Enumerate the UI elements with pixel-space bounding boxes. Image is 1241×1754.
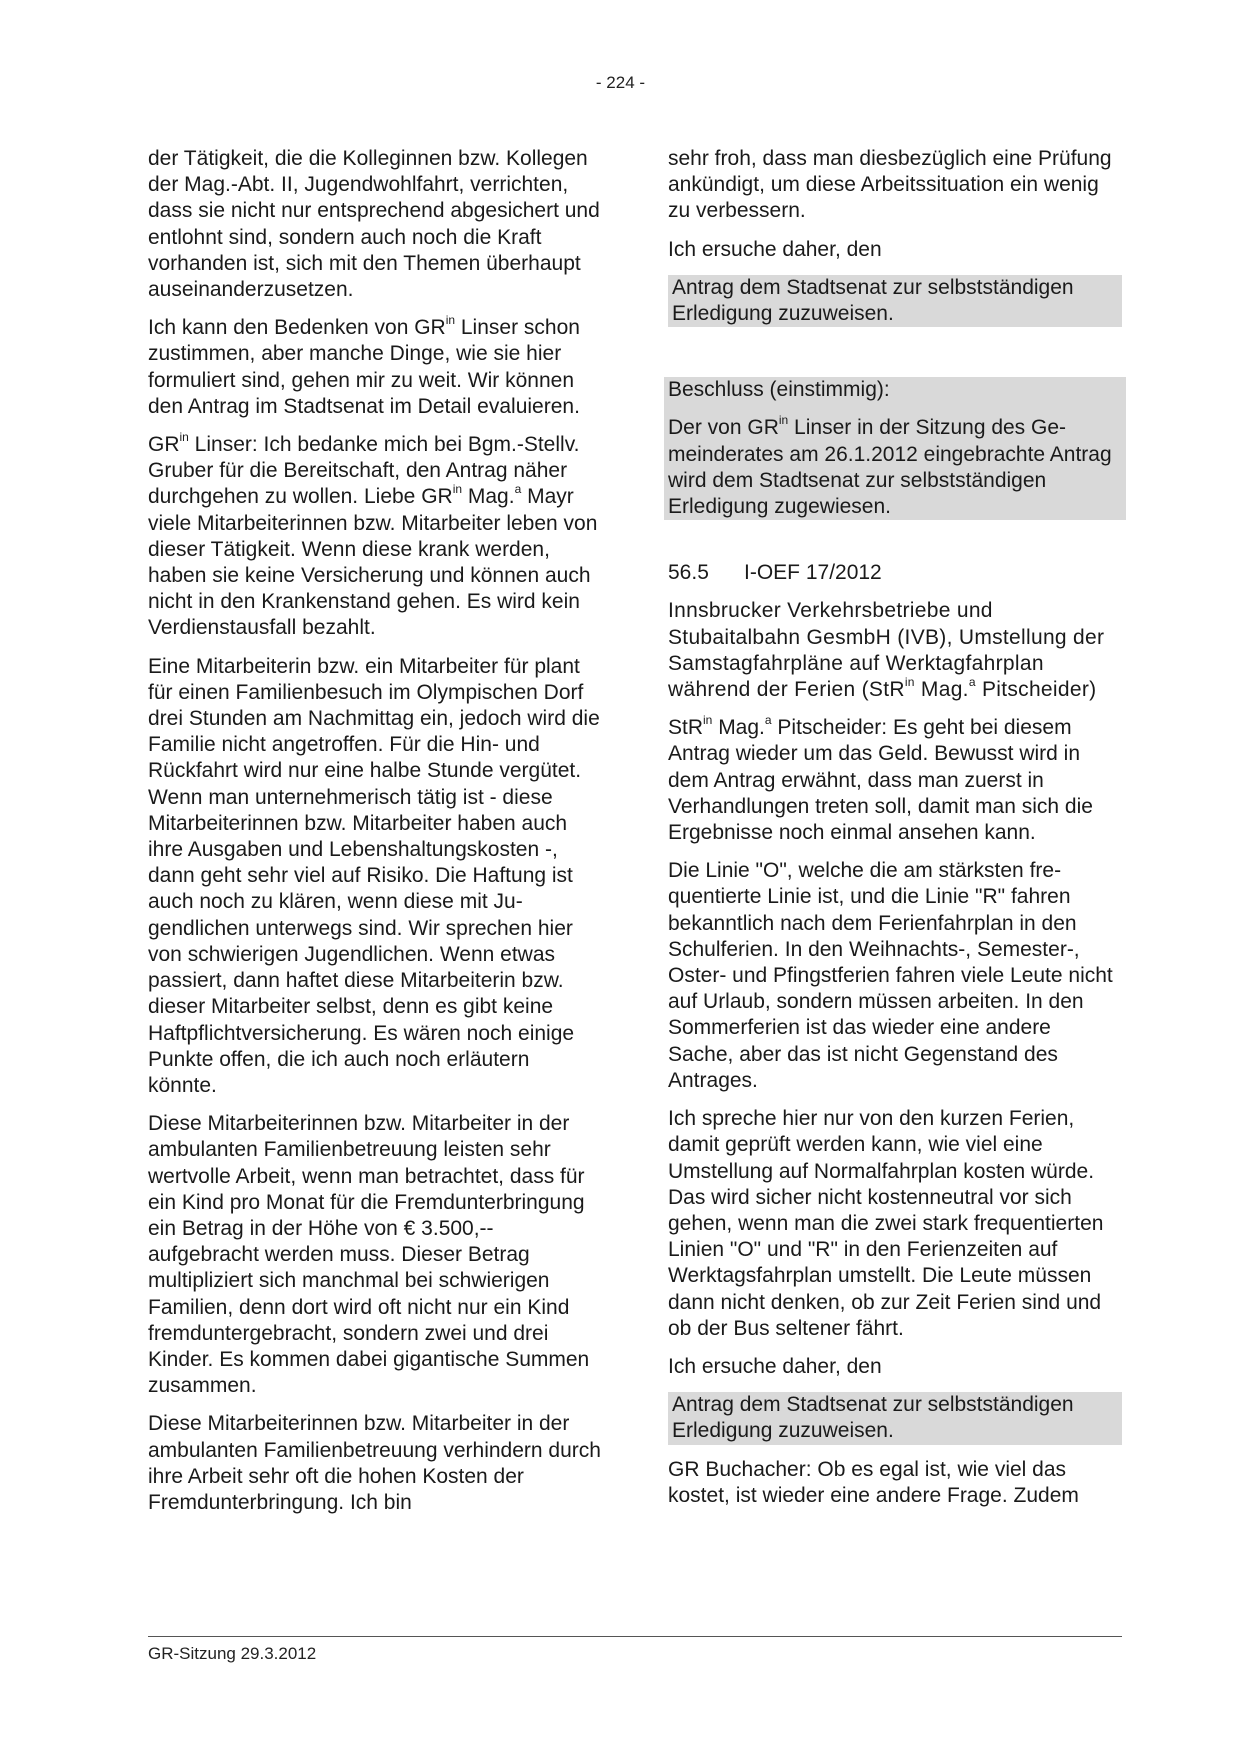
paragraph: Ich spreche hier nur von den kurzen Ferien, damit geprüft werden kann, wie viel eine Umstellung auf Normalfahrplan kosten würde. Das wird sicher nicht kostenneutral vor sich gehen, wenn man die zwei stark frequentierten Linien "O" und "R" in den Ferienzeiten auf Werktagsfahrplan umstellt. Die Leute müssen dann nicht denken, ob zur Zeit Ferien sind und ob der Bus seltener fährt. bbox=[668, 1107, 1104, 1340]
speaker: StR bbox=[668, 716, 704, 740]
right-column bbox=[668, 146, 1122, 1521]
superscript: a bbox=[968, 675, 976, 690]
paragraph bbox=[148, 315, 603, 420]
superscript: in bbox=[904, 675, 915, 690]
text: Linser schon zustimmen, aber manche Dinge, wie sie hier formuliert sind, gehen mir zu weit. Wir können den Antrag im Stadtsenat im Detail evaluieren. bbox=[148, 316, 580, 418]
motion-box: Antrag dem Stadtsenat zur selbstständigen Erledigung zuzuweisen. bbox=[668, 1392, 1122, 1444]
footer-session: GR-Sitzung 29.3.2012 bbox=[148, 1644, 317, 1663]
agenda-item-code: I-OEF 17/2012 bbox=[744, 561, 882, 585]
superscript: in bbox=[778, 413, 789, 428]
paragraph: Die Linie "O", welche die am stärksten frequentierte Linie ist, und die Linie "R" fahren bekanntlich nach dem Ferienfahrplan in den Schulferien. In den Weihnachts-, Semester-, Oster- und Pfingstferien fahren viele Leute nicht auf Urlaub, sondern müssen arbeiten. In den Sommerferien ist das wieder eine andere Sache, aber das ist nicht Gegenstand des Antrages. bbox=[668, 859, 1113, 1092]
paragraph: Eine Mitarbeiterin bzw. ein Mitarbeiter für plant für einen Familienbesuch im Olympischen Dorf drei Stunden am Nachmittag ein, jedoch wird die Familie nicht angetroffen. Für die Hin- und Rückfahrt wird nur eine halbe Stunde vergütet. Wenn man unternehmerisch tätig ist - diese Mitarbeiterinnen bzw. Mitarbeiter haben auch ihre Ausgaben und Lebenshaltungskosten -, dann geht sehr viel auf Risiko. Die Haftung ist auch noch zu klären, wenn diese mit Jugendlichen unterwegs sind. Wir sprechen hier von schwierigen Jugendlichen. Wenn etwas passiert, dann haftet diese Mitarbeiterin bzw. dieser Mitarbeiter selbst, denn es gibt keine Haftpflichtversicherung. Es wären noch einige Punkte offen, die ich auch noch erläutern könnte. bbox=[148, 654, 600, 1097]
superscript: in bbox=[179, 430, 189, 445]
agenda-item-heading bbox=[668, 560, 1122, 586]
spacer bbox=[668, 339, 1122, 377]
superscript: in bbox=[703, 713, 713, 728]
text: Innsbrucker Verkehrsbetriebe und Stubaitalbahn GesmbH (IVB), Umstellung der Samstagfahrpläne auf Werktagfahrplan während der Ferien (StR bbox=[668, 599, 1105, 702]
paragraph: sehr froh, dass man diesbezüglich eine Prüfung ankündigt, um diese Arbeitssituation ein wenig zu verbessern. bbox=[668, 147, 1112, 223]
speaker: GR bbox=[148, 433, 180, 457]
text: Mag. bbox=[712, 716, 765, 740]
footer-divider bbox=[148, 1636, 1122, 1637]
decision-box bbox=[664, 377, 1126, 520]
left-column bbox=[148, 146, 603, 1528]
spacer bbox=[668, 520, 1122, 560]
superscript: a bbox=[514, 482, 522, 497]
paragraph: Diese Mitarbeiterinnen bzw. Mitarbeiter in der ambulanten Familienbetreuung verhindern durch ihre Arbeit sehr oft die hohen Kosten der Fremdunterbringung. Ich bin bbox=[148, 1412, 601, 1514]
decision-text bbox=[668, 415, 1122, 520]
text: Ich kann den Bedenken von GR bbox=[148, 316, 446, 340]
paragraph: GR Buchacher: Ob es egal ist, wie viel das kostet, ist wieder eine andere Frage. Zudem bbox=[668, 1457, 1079, 1507]
paragraph: Ich ersuche daher, den bbox=[668, 1354, 882, 1378]
agenda-item-description bbox=[668, 598, 1122, 703]
paragraph: der Tätigkeit, die die Kolleginnen bzw. Kollegen der Mag.-Abt. II, Jugendwohlfahrt, verrichten, dass sie nicht nur entsprechend abgesichert und entlohnt sind, sondern auch noch die Kraft vorhanden ist, sich mit den Themen überhaupt auseinanderzusetzen. bbox=[148, 147, 600, 302]
text: Mag. bbox=[914, 678, 969, 702]
page-number: - 224 - bbox=[595, 73, 646, 92]
agenda-item-number: 56.5 bbox=[668, 561, 709, 585]
text: Mayr viele Mitarbeiterinnen bzw. Mitarbeiter leben von dieser Tätigkeit. Wenn diese krank werden, haben sie keine Versicherung und können auch nicht in den Krankenstand gehen. Es wird kein Verdienstausfall bezahlt. bbox=[148, 485, 598, 640]
text: Der von GR bbox=[668, 416, 779, 440]
text: Linser: Ich bedanke mich bei Bgm.-Stellv. Gruber für die Bereitschaft, den Antrag näher durchgehen zu wollen. Liebe GR bbox=[148, 433, 580, 509]
superscript: in bbox=[452, 482, 463, 497]
paragraph bbox=[668, 715, 1122, 846]
text: Linser in der Sitzung des Gemeinderates am 26.1.2012 eingebrachte Antrag wird dem Stadtsenat zur selbstständigen Erledigung zugewiesen. bbox=[668, 416, 1112, 519]
superscript: a bbox=[764, 713, 772, 728]
paragraph: Ich ersuche daher, den bbox=[668, 237, 882, 261]
superscript: in bbox=[445, 313, 456, 328]
decision-title: Beschluss (einstimmig): bbox=[668, 378, 890, 402]
paragraph bbox=[148, 432, 603, 642]
text: Mag. bbox=[462, 485, 515, 509]
text: Pitscheider) bbox=[975, 678, 1097, 702]
motion-box: Antrag dem Stadtsenat zur selbstständigen Erledigung zuzuweisen. bbox=[668, 275, 1122, 327]
text: Pitscheider: Es geht bei diesem Antrag wieder um das Geld. Bewusst wird in dem Antrag erwähnt, dass man zuerst in Verhandlungen treten soll, damit man sich die Ergebnisse noch einmal ansehen kann. bbox=[668, 716, 1093, 845]
paragraph: Diese Mitarbeiterinnen bzw. Mitarbeiter in der ambulanten Familienbetreuung leisten sehr wertvolle Arbeit, wenn man betrachtet, dass für ein Kind pro Monat für die Fremdunterbringung ein Betrag in der Höhe von € 3.500,-- aufgebracht werden muss. Dieser Betrag multipliziert sich manchmal bei schwierigen Familien, denn dort wird oft nicht nur ein Kind fremduntergebracht, sondern zwei und drei Kinder. Es kommen dabei gigantische Summen zusammen. bbox=[148, 1112, 590, 1398]
